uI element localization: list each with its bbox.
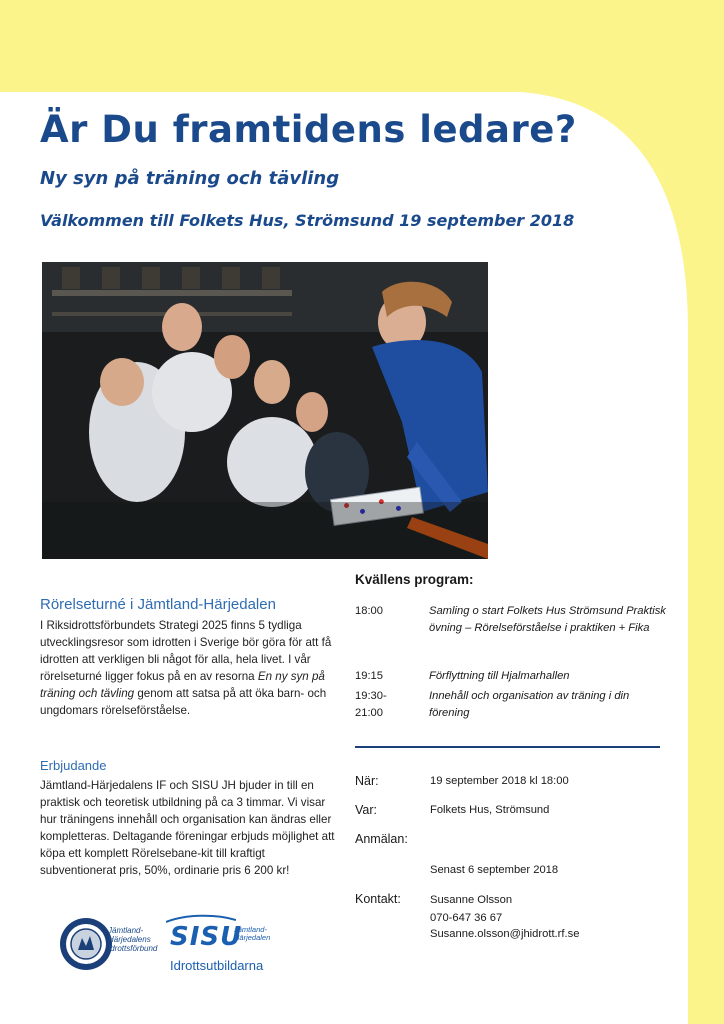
program-title: Kvällens program: [355, 572, 474, 587]
program-time: 19:15 [355, 670, 383, 682]
contact-phone: 070-647 36 67 [430, 912, 503, 924]
program-desc: Innehåll och organisation av träning i din förening [429, 690, 630, 719]
program-item [355, 688, 675, 724]
contact-label: Kontakt: [355, 892, 401, 906]
signup-value: Senast 6 september 2018 [430, 864, 559, 876]
logos [58, 912, 318, 982]
when-label: När: [355, 774, 379, 788]
when-value: 19 september 2018 kl 18:00 [430, 775, 569, 787]
jh-emblem-icon [58, 916, 114, 972]
program-item [355, 668, 675, 686]
where-value: Folkets Hus, Strömsund [430, 804, 550, 816]
sisu-tagline: Idrottsutbildarna [170, 958, 264, 973]
team-photo [42, 262, 488, 559]
welcome-line: Välkommen till Folkets Hus, Strömsund 19 september 2018 [40, 211, 575, 230]
sisu-region-text: Jämtland-Härjedalen [234, 925, 271, 942]
intro-title: Rörelseturné i Jämtland-Härjedalen [40, 596, 276, 613]
program-time: 19:30-21:00 [355, 690, 387, 719]
headline: Är Du framtidens ledare? [40, 108, 577, 151]
contact-email[interactable]: Susanne.olsson@jhidrott.rf.se [430, 928, 580, 940]
program-desc: Förflyttning till Hjalmarhallen [429, 670, 570, 682]
subheadline: Ny syn på träning och tävling [40, 168, 340, 189]
divider [355, 746, 660, 748]
offer-title: Erbjudande [40, 758, 107, 773]
offer-text: Jämtland-Härjedalens IF och SISU JH bjuder in till en praktisk och teoretisk utbildning på ca 3 timmar. Vi visar hur träningens innehåll och organisation kan ändras eller kompletteras. Deltagande föreningar erbjuds möjlighet att köpa ett komplett Rörelsebane-kit till kraftigt subventionerat pris, 50%, ordinarie pris 6 200 kr! [40, 779, 335, 877]
intro-text: I Riksidrottsförbundets Strategi 2025 finns 5 tydliga utvecklingsresor som idrotten i Sverige bör göra för att få idrotten att verkligen bli något för alla, hela livet. I vår rörelseturné ligger fokus på en av resorna En ny syn på träning och tävling genom att satsa på att öka barn- och ungdomars rörelseförståelse. [40, 619, 332, 717]
sisu-logo-word: SISU [170, 922, 243, 952]
program-desc: Samling o start Folkets Hus Strömsund Praktisk övning – Rörelseförståelse i praktiken + Fika [429, 605, 666, 634]
where-label: Var: [355, 803, 377, 817]
signup-label: Anmälan: [355, 832, 408, 846]
program-item [355, 603, 675, 655]
program-time: 18:00 [355, 605, 383, 617]
contact-name: Susanne Olsson [430, 894, 513, 906]
jh-if-logo-text: Jämtland-Härjedalens Idrottsförbund [108, 926, 158, 953]
